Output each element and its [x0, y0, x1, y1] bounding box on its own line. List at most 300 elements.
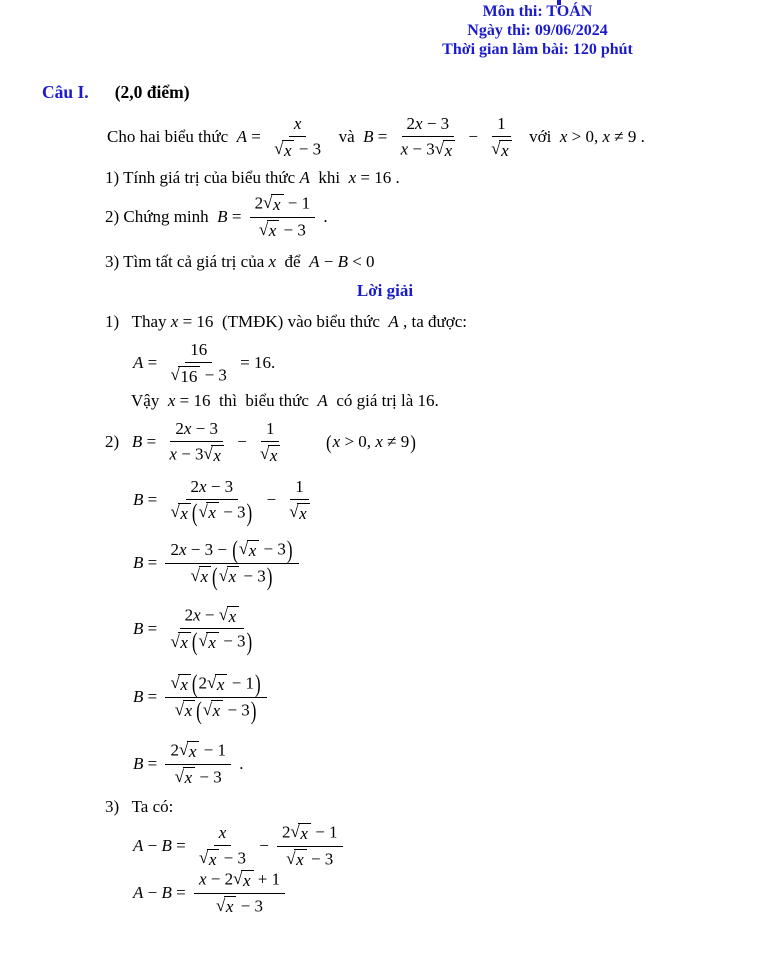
- math-operator: ≠ 9 .: [610, 127, 645, 147]
- square-root: [179, 740, 199, 761]
- parenthesis: (: [191, 627, 198, 657]
- numerator: [402, 114, 455, 137]
- text-run: Cho hai biểu thức: [107, 127, 237, 147]
- square-root: [274, 139, 294, 160]
- radical-sign: √: [238, 539, 249, 559]
- math-operator: − 3: [200, 365, 227, 385]
- problem-statement: [107, 108, 645, 166]
- math-variable: x: [602, 127, 611, 147]
- math-operator: 2: [254, 194, 264, 214]
- math-variable: x: [228, 567, 237, 586]
- denominator: [164, 442, 229, 465]
- math-operator: 2: [198, 673, 208, 693]
- radical-sign: √: [290, 822, 300, 842]
- question-heading: [42, 82, 190, 103]
- math-variable: x: [200, 567, 209, 587]
- text-run: 3) Ta có:: [105, 797, 174, 817]
- fraction: [486, 114, 516, 160]
- parenthesis: ): [246, 627, 253, 657]
- radical-sign: √: [289, 502, 299, 522]
- question-points: (2,0 điểm): [114, 82, 190, 102]
- numerator: [250, 193, 315, 217]
- math-operator: −: [232, 432, 252, 452]
- math-variable: A: [236, 127, 247, 147]
- radicand: [183, 767, 196, 788]
- math-variable: x: [296, 850, 304, 869]
- text-run: Vậy: [131, 391, 168, 411]
- math-variable: x: [444, 140, 453, 160]
- math-operator: − 3: [223, 700, 250, 720]
- radicand: [211, 700, 224, 721]
- square-root: [216, 896, 236, 917]
- fraction: [255, 419, 285, 465]
- math-operator: − 3: [294, 139, 322, 159]
- math-variable: A: [309, 252, 320, 272]
- math-operator: − 3: [219, 848, 246, 868]
- math-variable: x: [269, 445, 278, 465]
- math-variable: x: [216, 674, 225, 694]
- radical-sign: √: [286, 848, 296, 868]
- math-variable: x: [400, 139, 409, 159]
- radicand: [215, 674, 228, 695]
- math-variable: x: [218, 822, 227, 842]
- math-operator: =: [171, 836, 190, 856]
- math-operator: 2: [282, 823, 291, 843]
- math-variable: x: [169, 444, 177, 464]
- text-run: (TMĐK) vào biểu thức: [213, 312, 389, 332]
- math-operator: =: [143, 687, 162, 707]
- square-root: [175, 700, 195, 721]
- radical-sign: √: [274, 139, 284, 159]
- math-variable: B: [133, 687, 144, 707]
- radicand: [294, 849, 307, 870]
- radicand: [224, 896, 237, 917]
- solution3-text: [105, 796, 173, 818]
- parenthesis: (: [191, 669, 198, 698]
- math-variable: x: [180, 633, 188, 653]
- paren-group: [191, 498, 253, 527]
- radical-sign: √: [198, 501, 208, 521]
- radical-sign: √: [216, 895, 226, 915]
- denominator: [170, 695, 263, 725]
- math-operator: + 1: [253, 870, 281, 890]
- paren-content: [239, 539, 286, 560]
- math-operator: > 0,: [567, 127, 603, 147]
- math-variable: x: [193, 605, 201, 625]
- solution1-formula: [133, 337, 275, 389]
- solution-title-text: Lời giải: [356, 281, 414, 301]
- radical-sign: √: [174, 699, 185, 719]
- math-operator: =: [143, 353, 162, 373]
- math-variable: B: [131, 432, 143, 452]
- math-variable: A: [299, 168, 310, 188]
- math-operator: −: [200, 605, 219, 625]
- denominator: [255, 442, 285, 465]
- math-operator: − 1: [227, 673, 255, 693]
- math-operator: − 3: [306, 849, 334, 869]
- square-root: [203, 700, 223, 721]
- math-operator: =: [142, 432, 161, 452]
- square-root: [259, 220, 279, 241]
- numerator: [261, 419, 280, 442]
- numerator: [289, 114, 307, 137]
- math-variable: x: [299, 503, 307, 523]
- radicand: [241, 870, 254, 891]
- math-variable: x: [501, 140, 509, 160]
- paren-group: [325, 431, 417, 452]
- fraction: [164, 419, 229, 465]
- radicand: [267, 220, 280, 241]
- square-root: [286, 849, 306, 870]
- square-root: [291, 822, 311, 843]
- math-operator: .: [319, 207, 328, 227]
- square-root: [239, 539, 259, 560]
- radical-sign: √: [174, 766, 185, 786]
- radicand: [206, 632, 219, 653]
- square-root: [289, 502, 309, 523]
- radical-sign: √: [170, 502, 180, 522]
- radicand: [282, 140, 295, 161]
- numerator: [186, 477, 239, 500]
- math-operator: 2: [184, 605, 194, 625]
- radical-sign: √: [233, 869, 243, 889]
- solution1-text: [105, 311, 467, 333]
- text-run: 1) Tính giá trị của biểu thức: [105, 168, 300, 188]
- math-variable: x: [212, 701, 221, 720]
- paren-group: [195, 695, 257, 725]
- math-variable: B: [133, 754, 144, 774]
- radicand: [443, 140, 456, 161]
- radicand: [178, 503, 191, 524]
- math-operator: < 0: [347, 252, 375, 272]
- math-variable: A: [317, 391, 328, 411]
- math-operator: 2: [170, 741, 179, 761]
- parenthesis: ): [255, 669, 261, 698]
- radicand: [227, 606, 240, 627]
- parenthesis: ): [410, 430, 416, 454]
- math-variable: x: [213, 445, 221, 465]
- radicand: [178, 366, 200, 387]
- math-variable: B: [217, 207, 228, 227]
- text-run: có giá trị là 16.: [327, 391, 439, 411]
- denominator: [254, 218, 311, 241]
- fraction: [165, 340, 231, 386]
- radical-sign: √: [170, 631, 180, 651]
- exam-date: Ngày thi: 09/06/2024: [467, 22, 608, 39]
- math-variable: x: [248, 540, 257, 560]
- math-variable: B: [337, 252, 348, 272]
- math-variable: B: [161, 836, 172, 856]
- solution2-step3: [133, 532, 303, 594]
- paren-content: [219, 566, 266, 587]
- denominator: [396, 137, 461, 160]
- paren-group: [191, 627, 253, 657]
- square-root: [219, 566, 239, 587]
- radical-sign: √: [491, 139, 501, 159]
- math-operator: − 3: [422, 113, 450, 133]
- text-run: 1) Thay: [105, 312, 171, 332]
- math-operator: −: [143, 883, 162, 903]
- text-run: , ta được:: [398, 312, 468, 332]
- fraction: [250, 193, 315, 240]
- square-root: [204, 444, 224, 465]
- math-variable: B: [133, 553, 144, 573]
- math-variable: x: [180, 503, 188, 523]
- question-label: Câu I.: [42, 82, 89, 102]
- math-operator: − 2: [206, 870, 234, 890]
- paren-content: [333, 431, 410, 452]
- numerator: [180, 605, 245, 629]
- math-variable: x: [268, 221, 277, 240]
- radical-sign: √: [258, 219, 269, 239]
- radicand: [298, 823, 311, 844]
- math-operator: = 16 .: [356, 168, 400, 188]
- fraction: [194, 869, 285, 916]
- exam-subject: Môn thi: TOÁN: [482, 3, 593, 20]
- math-variable: x: [167, 391, 176, 411]
- denominator: [211, 894, 268, 917]
- denominator: [281, 847, 338, 870]
- math-operator: − 3: [206, 476, 234, 496]
- math-variable: x: [293, 113, 302, 133]
- math-operator: −: [464, 127, 483, 147]
- math-operator: =: [143, 553, 162, 573]
- math-operator: − 3: [218, 502, 246, 522]
- text-run: để: [276, 252, 310, 272]
- square-root: [435, 139, 455, 160]
- fraction: [277, 822, 342, 869]
- square-root: [491, 139, 511, 160]
- math-variable: x: [208, 849, 217, 869]
- paren-content: [199, 631, 246, 652]
- math-operator: −: [319, 252, 338, 272]
- paren-group: [231, 535, 293, 564]
- radicand: [206, 502, 219, 523]
- radical-sign: √: [218, 565, 229, 585]
- square-root: [170, 632, 190, 653]
- radicand: [187, 741, 200, 762]
- radical-sign: √: [203, 444, 213, 464]
- radical-sign: √: [218, 605, 229, 625]
- square-root: [175, 767, 195, 788]
- math-operator: − 1: [310, 823, 338, 843]
- radical-sign: √: [170, 365, 180, 385]
- math-operator: − 3: [195, 767, 222, 787]
- math-operator: = 16: [175, 391, 211, 411]
- question-2: [105, 189, 328, 245]
- fraction: [165, 669, 266, 725]
- math-variable: B: [133, 490, 144, 510]
- numerator: [492, 114, 511, 137]
- radical-sign: √: [434, 139, 445, 159]
- denominator: [165, 498, 258, 527]
- math-operator: − 3 −: [186, 540, 232, 560]
- math-operator: =: [143, 619, 162, 639]
- math-variable: x: [283, 140, 292, 160]
- radical-sign: √: [198, 631, 208, 651]
- radical-sign: √: [178, 740, 189, 760]
- square-root: [260, 444, 280, 465]
- radical-sign: √: [190, 565, 200, 585]
- parenthesis: ): [246, 498, 253, 527]
- radicand: [297, 503, 310, 524]
- text-run: 2) Chứng minh: [105, 207, 218, 227]
- math-variable: B: [133, 619, 144, 639]
- math-operator: = 16: [178, 312, 214, 332]
- denominator: [186, 561, 279, 591]
- math-operator: − 3: [408, 139, 435, 159]
- radical-sign: √: [170, 673, 180, 693]
- math-variable: x: [184, 768, 193, 787]
- math-operator: −: [254, 836, 274, 856]
- math-variable: B: [161, 883, 172, 903]
- math-operator: =: [373, 127, 392, 147]
- math-variable: x: [375, 432, 383, 452]
- numerator: [170, 419, 223, 442]
- fraction: [284, 477, 314, 523]
- text-run: với: [520, 127, 560, 147]
- solution3-step2: [133, 866, 289, 920]
- math-operator: =: [143, 754, 162, 774]
- square-root: [170, 673, 190, 694]
- radical-sign: √: [202, 699, 213, 719]
- parenthesis: ): [250, 695, 257, 725]
- math-operator: 1: [497, 113, 506, 133]
- math-variable: x: [242, 870, 251, 890]
- radicand: [178, 674, 191, 695]
- parenthesis: ): [286, 535, 293, 564]
- math-variable: x: [559, 127, 568, 147]
- math-variable: x: [180, 674, 188, 694]
- denominator: [269, 137, 326, 160]
- denominator: [165, 627, 258, 657]
- radicand: [227, 566, 240, 587]
- math-operator: − 1: [199, 741, 226, 761]
- radicand: [247, 540, 260, 561]
- math-variable: x: [332, 432, 341, 452]
- solution2-step5: [133, 666, 271, 728]
- denominator: [486, 137, 516, 160]
- radicand: [268, 445, 281, 466]
- parenthesis: (: [212, 561, 218, 591]
- math-operator: 2: [175, 418, 184, 438]
- radicand: [178, 632, 191, 653]
- math-variable: B: [363, 127, 374, 147]
- text-run: thì biểu thức: [210, 391, 318, 411]
- exam-duration: Thời gian làm bài: 120 phút: [442, 41, 633, 58]
- radical-sign: √: [260, 444, 270, 464]
- numerator: [165, 740, 230, 764]
- square-root: [170, 502, 190, 523]
- radicand: [499, 140, 512, 161]
- numerator: [194, 869, 285, 893]
- math-variable: x: [199, 476, 207, 496]
- fraction: [396, 114, 461, 160]
- math-operator: − 3: [259, 539, 286, 559]
- math-variable: A: [133, 836, 144, 856]
- square-root: [191, 566, 211, 587]
- paren-group: [191, 669, 262, 698]
- math-variable: A: [133, 353, 144, 373]
- numerator: [290, 477, 309, 500]
- text-run: và: [330, 127, 364, 147]
- domain-condition: [325, 414, 417, 470]
- exam-header: [305, 2, 770, 59]
- math-variable: x: [198, 870, 207, 890]
- math-operator: 2: [190, 476, 200, 496]
- math-operator: .: [234, 754, 244, 774]
- parenthesis: (: [191, 498, 198, 527]
- fraction: [165, 535, 298, 591]
- square-root: [207, 673, 227, 694]
- denominator: [165, 363, 231, 386]
- square-root: [233, 869, 253, 890]
- paren-content: [203, 700, 250, 721]
- parenthesis: (: [196, 695, 202, 725]
- math-variable: A: [133, 883, 144, 903]
- parenthesis: (: [326, 430, 332, 454]
- math-operator: =: [171, 883, 190, 903]
- radical-sign: √: [263, 193, 273, 213]
- fraction: [165, 605, 258, 657]
- math-operator: −: [262, 490, 281, 510]
- text-run: khi: [309, 168, 349, 188]
- math-operator: − 3: [236, 896, 264, 916]
- math-operator: −: [143, 836, 162, 856]
- paren-content: [199, 502, 246, 523]
- solution2-step1: [105, 414, 416, 470]
- math-variable: x: [348, 168, 357, 188]
- fraction: [165, 476, 258, 527]
- square-root: [170, 365, 200, 386]
- denominator: [284, 500, 314, 523]
- math-variable: x: [268, 252, 277, 272]
- square-root: [199, 631, 219, 652]
- math-variable: x: [170, 312, 179, 332]
- math-operator: − 3: [239, 566, 266, 586]
- paren-content: [199, 673, 254, 694]
- question-3: [105, 251, 375, 273]
- fraction: [165, 740, 230, 787]
- solution2-step4: [133, 600, 262, 658]
- math-operator: = 16.: [235, 353, 276, 373]
- math-operator: ≠ 9: [382, 432, 410, 452]
- math-variable: A: [388, 312, 399, 332]
- math-variable: x: [188, 741, 197, 761]
- math-operator: =: [247, 127, 266, 147]
- square-root: [263, 193, 283, 214]
- math-variable: x: [300, 823, 308, 843]
- math-variable: x: [208, 632, 216, 652]
- math-variable: x: [225, 897, 234, 916]
- math-operator: − 3: [218, 631, 246, 651]
- solution2-step2: [133, 470, 319, 530]
- radical-sign: √: [198, 848, 209, 868]
- math-operator: − 3: [176, 444, 204, 464]
- math-operator: − 3: [279, 220, 306, 240]
- math-variable: x: [184, 701, 193, 721]
- math-variable: x: [208, 503, 216, 523]
- parenthesis: ): [266, 561, 273, 591]
- paren-group: [211, 561, 273, 591]
- numerator: [214, 823, 232, 846]
- text-run: 3) Tìm tất cả giá trị của: [105, 252, 269, 272]
- math-operator: > 0,: [340, 432, 376, 452]
- solution-title: [0, 280, 770, 302]
- solution1-conclusion: [131, 390, 439, 412]
- math-variable: x: [178, 540, 187, 560]
- square-root: [199, 502, 219, 523]
